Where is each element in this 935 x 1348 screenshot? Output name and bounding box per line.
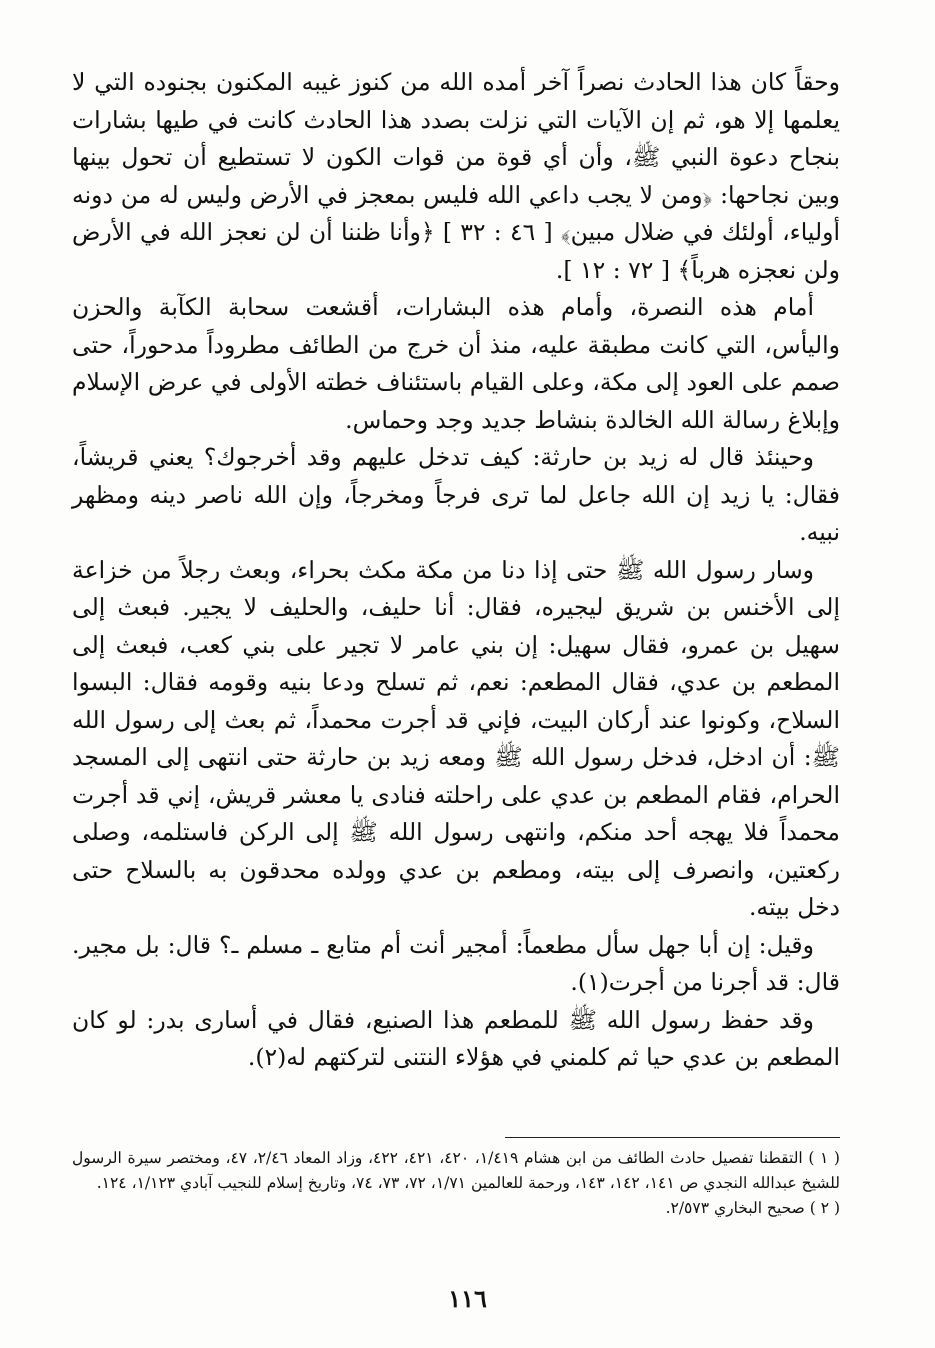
paragraph-2: أمام هذه النصرة، وأمام هذه البشارات، أقشعت سحابة الكآبة والحزن واليأس، التي كانت مطبقة عليه، منذ أن خرج من الطائف مطروداً مدحوراً، حتى صمم على العود إلى مكة، وعلى القيام باستئناف خطته الأولى في عرض الإسلام وإبلاغ رسالة الله الخالدة بنشاط جديد وجد وحماس. bbox=[72, 293, 840, 434]
body-text bbox=[72, 64, 840, 1077]
footnote-2: ( ٢ ) صحيح البخاري ٢/٥٧٣. bbox=[665, 1199, 840, 1217]
paragraph-3: وحينئذ قال له زيد بن حارثة: كيف تدخل عليهم وقد أخرجوك؟ يعني قريشاً، فقال: يا زيد إن الله جاعل لما ترى فرجاً ومخرجاً، وإن الله ناصر دينه ومظهر نبيه. bbox=[72, 443, 840, 546]
paragraph-5: وقيل: إن أبا جهل سأل مطعماً: أمجير أنت أم متابع ـ مسلم ـ؟ قال: بل مجير. قال: قد أجرنا من أجرت(١). bbox=[72, 930, 840, 996]
paragraph-6: وقد حفظ رسول الله ﷺ للمطعم هذا الصنيع، فقال في أسارى بدر: لو كان المطعم بن عدي حيا ثم كلمني في هؤلاء النتنى لتركتهم له(٢). bbox=[72, 1005, 840, 1071]
page-number: ١١٦ bbox=[448, 1284, 487, 1313]
paragraph-4: وسار رسول الله ﷺ حتى إذا دنا من مكة مكث بحراء، وبعث رجلاً من خزاعة إلى الأخنس بن شريق ليجيره، فقال: أنا حليف، والحليف لا يجير. فبعث إلى سهيل بن عمرو، فقال سهيل: إن بني عامر لا تجير على بني كعب، فبعث إلى المطعم بن عدي، فقال المطعم: نعم، ثم تسلح ودعا بنيه وقومه فقال: البسوا السلاح، وكونوا عند أركان البيت، فإني قد أجرت محمداً، ثم بعث إلى رسول الله ﷺ: أن ادخل، فدخل رسول الله ﷺ ومعه زيد بن حارثة حتى انتهى إلى المسجد الحرام، فقام المطعم بن عدي على راحلته فنادى يا معشر قريش، إني قد أجرت محمداً فلا يهجه أحد منكم، وانتهى رسول الله ﷺ إلى الركن فاستلمه، وصلى ركعتين، وانصرف إلى بيته، ومطعم بن عدي وولده محدقون به بالسلاح حتى دخل بيته. bbox=[72, 555, 840, 921]
footnote-1: ( ١ ) التقطنا تفصيل حادث الطائف من ابن هشام ١/٤١٩، ٤٢٠، ٤٢١، ٤٢٢، وزاد المعاد ٢/٤٦، ٤٧، ومختصر سيرة الرسول للشيخ عبدالله النجدي ص ١٤١، ١٤٢، ١٤٣، ورحمة للعالمين ١/٧١، ٧٢، ٧٣، ٧٤، وتاريخ إسلام للنجيب آبادي ١/١٢٣، ١٢٤. bbox=[72, 1149, 840, 1192]
paragraph-1: وحقاً كان هذا الحادث نصراً آخر أمده الله من كنوز غيبه المكنون بجنوده التي لا يعلمها إلا هو، ثم إن الآيات التي نزلت بصدد هذا الحادث كانت في طيها بشارات بنجاح دعوة النبي ﷺ، وأن أي قوة من قوات الكون لا تستطيع أن تحول بينها وبين نجاحها: ﴿ومن لا يجب داعي الله فليس بمعجز في الأرض وليس له من دونه أولياء، أولئك في ضلال مبين﴾ [ ٤٦ : ٣٢ ] ﴿وأنا ظننا أن لن نعجز الله في الأرض ولن نعجزه هرباً﴾ [ ٧٢ : ١٢ ]. bbox=[72, 68, 840, 284]
footnote-divider bbox=[505, 1137, 840, 1138]
footnotes bbox=[72, 1146, 840, 1221]
